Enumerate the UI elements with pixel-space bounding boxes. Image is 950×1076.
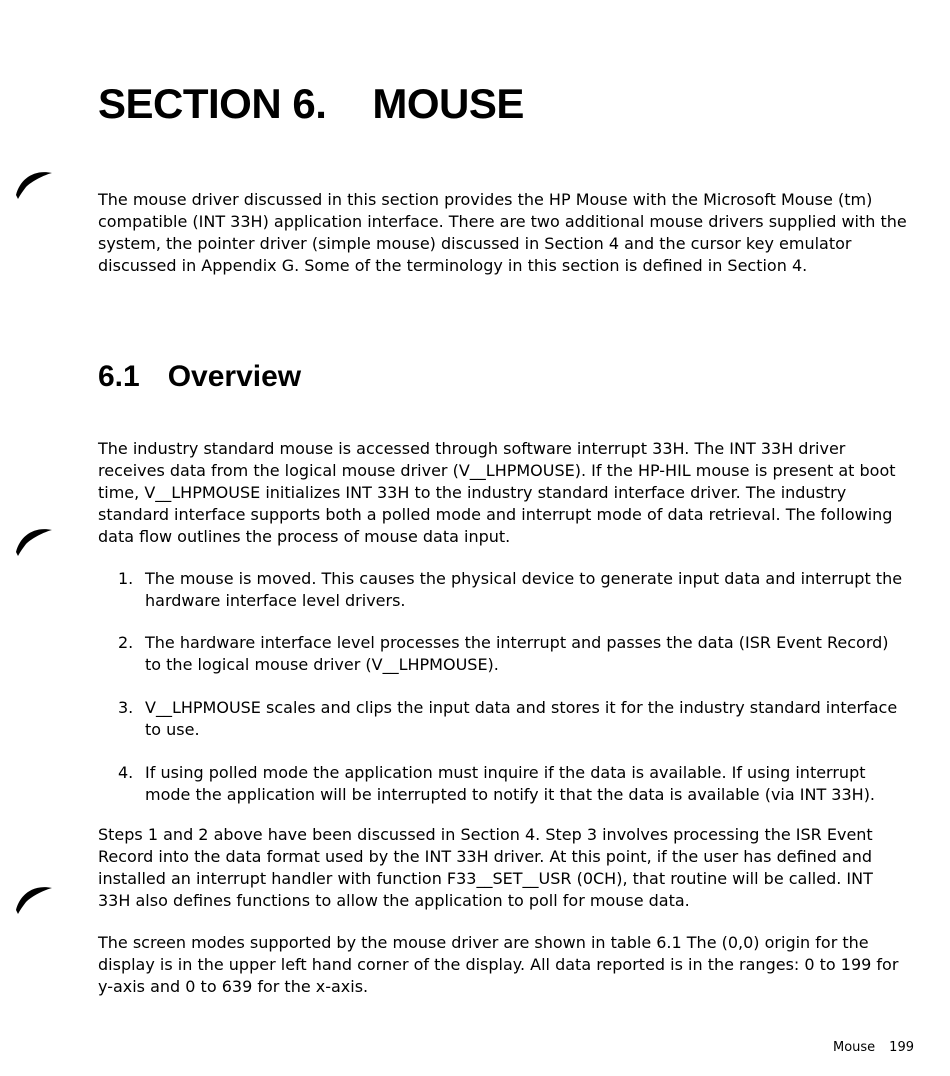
list-item bbox=[118, 568, 908, 612]
page-footer bbox=[833, 1040, 914, 1055]
page-number: 199 bbox=[889, 1040, 914, 1055]
step-text: The mouse is moved. This causes the physical device to generate input data and interrupt the hardware interface level drivers. bbox=[145, 569, 903, 610]
binder-punch-mark bbox=[14, 522, 54, 556]
subsection-title bbox=[98, 360, 301, 394]
list-item bbox=[118, 632, 908, 676]
step-number: 2. bbox=[118, 633, 134, 652]
subsection-number: 6.1 bbox=[98, 360, 140, 393]
step-text: The hardware interface level processes the interrupt and passes the data (ISR Event Record) to the logical mouse driver (V__LHPMOUSE). bbox=[145, 633, 889, 674]
section-title bbox=[98, 80, 524, 128]
intro-paragraph: The mouse driver discussed in this section provides the HP Mouse with the Microsoft Mouse (tm) compatible (INT 33H) application interface. There are two additional mouse drivers supplied with the system, the pointer driver (simple mouse) discussed in Section 4 and the cursor key emulator discussed in Appendix G. Some of the terminology in this section is defined in Section 4. bbox=[98, 190, 907, 275]
step-number: 3. bbox=[118, 698, 134, 717]
steps-paragraph: Steps 1 and 2 above have been discussed in Section 4. Step 3 involves processing the ISR Event Record into the data format used by the INT 33H driver. At this point, if the user has defined and installed an interrupt handler with function F33__SET__USR (0CH), that routine will be called. INT 33H also defines functions to allow the application to poll for mouse data. bbox=[98, 825, 873, 910]
step-number: 4. bbox=[118, 763, 134, 782]
subsection-name: Overview bbox=[167, 360, 302, 393]
list-item bbox=[118, 762, 908, 806]
section-name: MOUSE bbox=[372, 80, 524, 127]
binder-punch-mark bbox=[14, 165, 54, 199]
screen-modes-paragraph: The screen modes supported by the mouse driver are shown in table 6.1 The (0,0) origin for the display is in the upper left hand corner of the display. All data reported is in the ranges: 0 to 199 for y-axis and 0 to 639 for the x-axis. bbox=[98, 933, 899, 996]
step-text: If using polled mode the application must inquire if the data is available. If using interrupt mode the application will be interrupted to notify it that the data is available (via INT 33H). bbox=[145, 763, 876, 804]
footer-label: Mouse bbox=[832, 1040, 876, 1055]
binder-punch-mark bbox=[14, 880, 54, 914]
step-text: V__LHPMOUSE scales and clips the input data and stores it for the industry standard interface to use. bbox=[145, 698, 898, 739]
list-item bbox=[118, 697, 908, 741]
step-number: 1. bbox=[118, 569, 134, 588]
overview-paragraph: The industry standard mouse is accessed through software interrupt 33H. The INT 33H driver receives data from the logical mouse driver (V__LHPMOUSE). If the HP-HIL mouse is present at boot time, V__LHPMOUSE initializes INT 33H to the industry standard interface driver. The industry standard interface supports both a polled mode and interrupt mode of data retrieval. The following data flow outlines the process of mouse data input. bbox=[98, 439, 896, 546]
section-number: SECTION 6. bbox=[98, 80, 327, 127]
